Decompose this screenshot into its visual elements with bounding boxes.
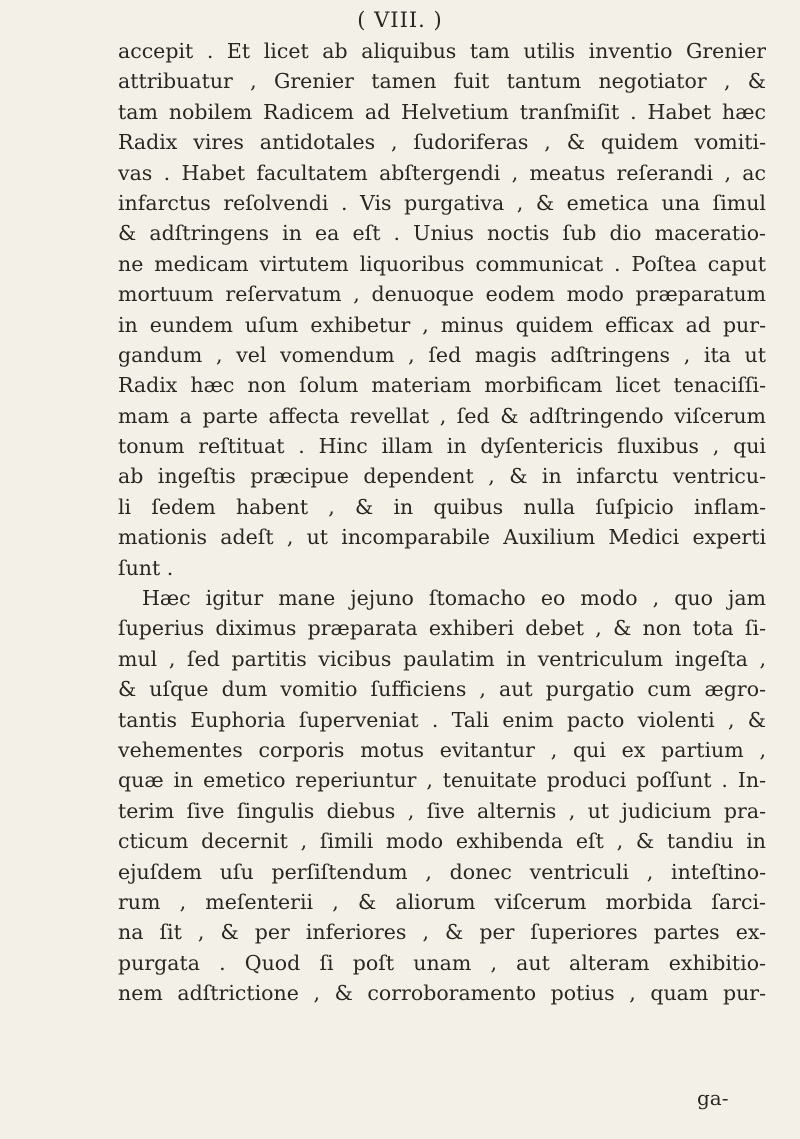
text-line: mul , ſed partitis vicibus paulatim in ventriculum ingeſta ,: [118, 646, 766, 671]
text-line: tantis Euphoria ſuperveniat . Tali enim pacto violenti , &: [118, 707, 766, 732]
text-line: purgata . Quod ſi poſt unam , aut alteram exhibitio-: [118, 950, 766, 975]
text-line: Radix hæc non ſolum materiam morbificam licet tenaciſſi-: [118, 373, 766, 398]
text-line: & adſtringens in ea eſt . Unius noctis ſub dio maceratio-: [118, 221, 766, 246]
text-line: ejuſdem uſu perſiſtendum , donec ventriculi , inteſtino-: [118, 859, 766, 884]
text-line: cticum decernit , ſimili modo exhibenda eſt , & tandiu in: [118, 829, 766, 854]
text-line: vas . Habet facultatem abſtergendi , meatus reſerandi , ac: [118, 160, 766, 185]
text-line: Hæc igitur mane jejuno ſtomacho eo modo , quo jam: [142, 586, 766, 611]
text-line: tonum reſtituat . Hinc illam in dyſentericis fluxibus , qui: [118, 434, 766, 459]
text-line: ne medicam virtutem liquoribus communicat . Poſtea caput: [118, 251, 766, 276]
text-line: accepit . Et licet ab aliquibus tam utilis inventio Grenier: [118, 39, 766, 63]
body-text: [118, 36, 766, 1009]
text-line: mationis adeſt , ut incomparabile Auxilium Medici experti: [118, 525, 766, 550]
text-line: na ſit , & per inferiores , & per ſuperiores partes ex-: [118, 920, 766, 945]
page-number: ( VIII. ): [357, 8, 443, 32]
catchword: ga-: [697, 1086, 729, 1110]
text-line: tam nobilem Radicem ad Helvetium tranſmiſit . Habet hæc: [118, 99, 766, 124]
text-line: nem adſtrictione , & corroboramento potius , quam pur-: [118, 981, 766, 1006]
text-line: mortuum reſervatum , denuoque eodem modo præparatum: [118, 282, 766, 307]
text-line: mam a parte affecta revellat , ſed & adſtringendo viſcerum: [118, 403, 766, 428]
text-line: ab ingeſtis præcipue dependent , & in infarctu ventricu-: [118, 464, 766, 489]
text-line: attribuatur , Grenier tamen fuit tantum negotiator , &: [118, 69, 766, 94]
text-line: quæ in emetico reperiuntur , tenuitate produci poſſunt . In-: [118, 768, 766, 793]
text-line: rum , meſenterii , & aliorum viſcerum morbida ſarci-: [118, 889, 766, 914]
text-line: vehementes corporis motus evitantur , qui ex partium ,: [118, 737, 766, 762]
text-line: & uſque dum vomitio ſufficiens , aut purgatio cum ægro-: [118, 677, 766, 702]
text-line: gandum , vel vomendum , ſed magis adſtringens , ita ut: [118, 342, 766, 367]
text-line: Radix vires antidotales , ſudoriferas , & quidem vomiti-: [118, 130, 766, 155]
text-line: ſuperius diximus præparata exhiberi debet , & non tota ſi-: [118, 616, 766, 641]
text-line: infarctus reſolvendi . Vis purgativa , & emetica una ſimul: [118, 190, 766, 215]
text-line: in eundem uſum exhibetur , minus quidem efficax ad pur-: [118, 312, 766, 337]
text-line: li ſedem habent , & in quibus nulla ſuſpicio inflam-: [118, 494, 766, 519]
text-line: ſunt .: [118, 555, 174, 580]
text-line: terim ſive ſingulis diebus , ſive alternis , ut judicium pra-: [118, 798, 766, 823]
